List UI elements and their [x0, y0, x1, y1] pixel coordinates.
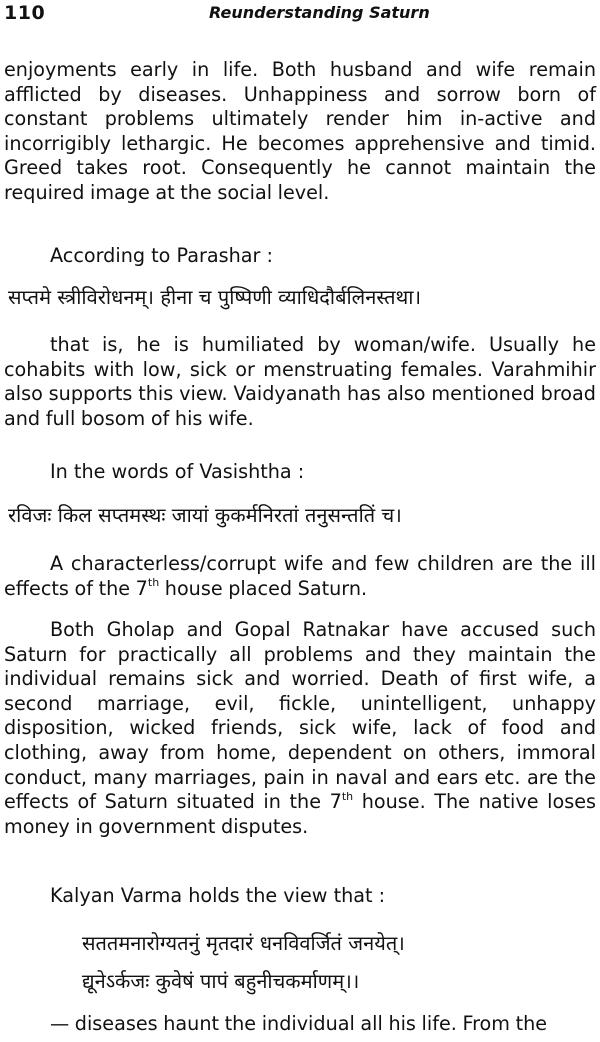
superscript: th: [341, 789, 354, 803]
running-title: Reunderstanding Saturn: [209, 3, 430, 22]
sanskrit-verse-kalyan-line-1: सततमनारोग्यतनुं मृतदारं धनविवर्जितं जनयेत्।: [82, 931, 405, 955]
paragraph-characterless-wife: [4, 552, 596, 601]
page-number: 110: [4, 2, 46, 24]
text-fragment: house placed Saturn.: [159, 576, 368, 600]
sanskrit-verse-parashar: सप्तमे स्त्रीविरोधनम्। हीना च पुष्पिणी व्याधिदौर्बलिनस्तथा।: [8, 285, 422, 309]
intro-kalyan-varma: Kalyan Varma holds the view that :: [50, 884, 386, 907]
sanskrit-verse-vasishtha: रविजः किल सप्तमस्थः जायां कुकर्मनिरतां तनुसन्ततिं च।: [8, 503, 402, 527]
text-fragment: A characterless/corrupt wife and few children are the ill effects of the 7: [4, 552, 596, 600]
sanskrit-verse-kalyan-line-2: द्यूनेऽर्कजः कुवेषं पापं बहुनीचकर्माणम्।।: [82, 969, 360, 993]
page-header: [4, 2, 592, 28]
intro-vasishtha: In the words of Vasishtha :: [50, 460, 305, 483]
intro-parashar: According to Parashar :: [50, 244, 273, 267]
text-fragment: house. The native loses money in government disputes.: [4, 790, 596, 838]
paragraph-diseases-haunt: — diseases haunt the individual all his life. From the: [50, 1012, 548, 1035]
paragraph-diseases: enjoyments early in life. Both husband and wife remain afflicted by diseases. Unhappiness and sorrow born of constant problems ultimately render him in-active and incorrigibly lethargic. He becomes apprehensive and timid. Greed takes root. Consequently he cannot maintain the required image at the social level.: [4, 58, 596, 204]
text-fragment: Both Gholap and Gopal Ratnakar have accused such Saturn for practically all problems and they maintain the individual remains sick and worried. Death of first wife, a second marriage, evil, fickle, unintelligent, unhappy disposition, wicked friends, sick wife, lack of food and clothing, away from home, dependent on others, immoral conduct, many marriages, pain in naval and ears etc. are the effects of Saturn situated in the 7: [4, 618, 596, 814]
superscript: th: [147, 576, 160, 590]
paragraph-gholap-ratnakar: [4, 618, 596, 839]
paragraph-humiliated: that is, he is humiliated by woman/wife. Usually he cohabits with low, sick or menstruating females. Varahmihir also supports this view. Vaidyanath has also mentioned broad and full bosom of his wife.: [4, 333, 596, 430]
